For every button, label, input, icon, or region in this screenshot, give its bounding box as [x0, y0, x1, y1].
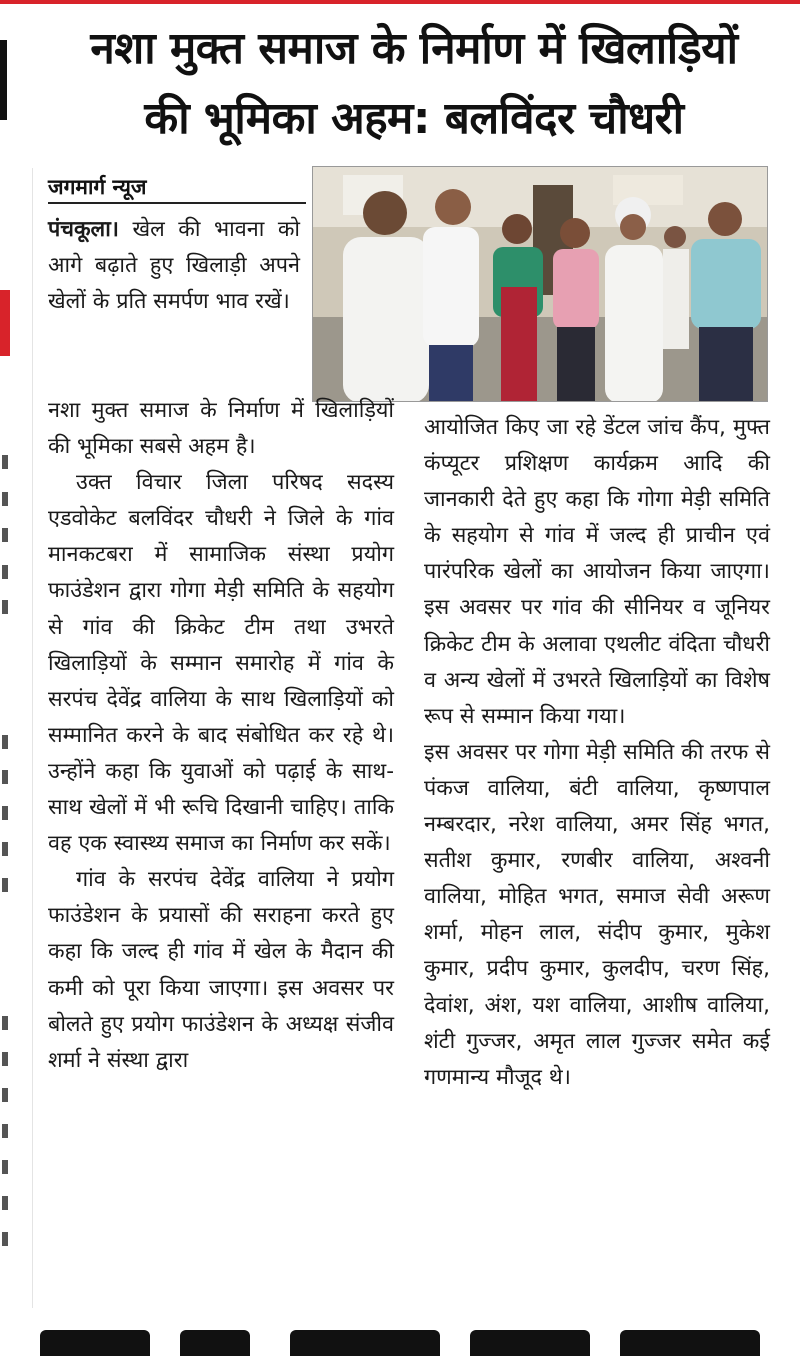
headline-line-2: की भूमिका अहम: बलविंदर चौधरी [144, 93, 684, 144]
edge-mark [2, 735, 8, 749]
edge-red-bar [0, 290, 10, 356]
headline-line-1: नशा मुक्त समाज के निर्माण में खिलाड़ियों [90, 23, 738, 74]
lead-text-continued: नशा मुक्त समाज के निर्माण में खिलाड़ियों की भूमिका सबसे अहम है। [48, 398, 394, 460]
edge-mark [2, 565, 8, 579]
edge-mark [2, 806, 8, 820]
edge-mark [2, 455, 8, 469]
edge-mark [2, 1088, 8, 1102]
edge-mark [2, 1232, 8, 1246]
edge-mark [2, 1052, 8, 1066]
headline [36, 14, 792, 154]
edge-mark [2, 1160, 8, 1174]
paragraph-2: उक्त विचार जिला परिषद सदस्य एडवोकेट बलविंदर चौधरी ने जिले के गांव मानकटबरा में सामाजिक संस्था प्रयोग फाउंडेशन द्वारा गोगा मेड़ी समिति के सहयोग से गांव की क्रिकेट टीम तथा उभरते खिलाड़ियों के सम्मान समारोह में गांव के सरपंच देवेंद्र वालिया के साथ खिलाड़ियों को सम्मानित करने के बाद संबोधित कर रहे थे। उन्होंने कहा कि युवाओं को पढ़ाई के साथ-साथ खेलों में भी रूचि दिखानी चाहिए। ताकि वह एक स्वास्थ्य समाज का निर्माण कर सकें। [48, 470, 394, 857]
paragraph-3: गांव के सरपंच देवेंद्र वालिया ने प्रयोग फाउंडेशन के प्रयासों की सराहना करते हुए कहा कि जल्द ही गांव में खेल के मैदान की कमी को पूरा किया जाएगा। इस अवसर पर बोलते हुए प्रयोग फाउंडेशन के अध्यक्ष संजीव शर्मा ने संस्था द्वारा [48, 867, 394, 1073]
right-column [424, 410, 770, 1096]
edge-mark [2, 600, 8, 614]
lead-paragraph [48, 212, 300, 320]
edge-mark [2, 1196, 8, 1210]
paragraph-3-continued: आयोजित किए जा रहे डेंटल जांच कैंप, मुफ्त कंप्यूटर प्रशिक्षण कार्यक्रम आदि की जानकारी देते हुए कहा कि गोगा मेड़ी समिति के सहयोग से गांव में जल्द ही प्राचीन एवं पारंपरिक खेलों का आयोजन किया जाएगा। इस अवसर पर गांव की सीनियर व जूनियर क्रिकेट टीम के अलावा एथलीट वंदिता चौधरी व अन्य खेलों में उभरते खिलाड़ियों का विशेष रूप से सम्मान किया गया। [424, 415, 770, 729]
event-photo [312, 166, 768, 402]
edge-mark [2, 878, 8, 892]
edge-mark [2, 1124, 8, 1138]
top-red-rule [0, 0, 800, 4]
paragraph-4: इस अवसर पर गोगा मेड़ी समिति की तरफ से पंकज वालिया, बंटी वालिया, कृष्णपाल नम्बरदार, नरेश वालिया, अमर सिंह भगत, सतीश कुमार, रणबीर वालिया, अश्वनी वालिया, मोहित भगत, समाज सेवी अरूण शर्मा, मोहन लाल, संदीप कुमार, मुकेश कुमार, प्रदीप कुमार, कुलदीप, चरण सिंह, देवांश, अंश, यश वालिया, आशीष वालिया, शंटी गुज्जर, अमृत लाल गुज्जर समेत कई गणमान्य मौजूद थे। [424, 739, 770, 1090]
column-separator [32, 168, 33, 1308]
left-column [48, 393, 394, 1079]
edge-mark [2, 770, 8, 784]
edge-mark [2, 1016, 8, 1030]
edge-black-bar [0, 40, 7, 120]
byline: जगमार्ग न्यूज [48, 172, 306, 204]
dateline: पंचकूला। [48, 217, 119, 242]
next-headline-fragment [0, 1318, 800, 1356]
lead-text: खेल की भावना को आगे बढ़ाते हुए खिलाड़ी अपने खेलों के प्रति समर्पण भाव रखें। [48, 217, 300, 315]
edge-mark [2, 528, 8, 542]
edge-mark [2, 492, 8, 506]
edge-mark [2, 842, 8, 856]
adjacent-column-edge [0, 0, 14, 1356]
photo-illustration [313, 167, 768, 402]
